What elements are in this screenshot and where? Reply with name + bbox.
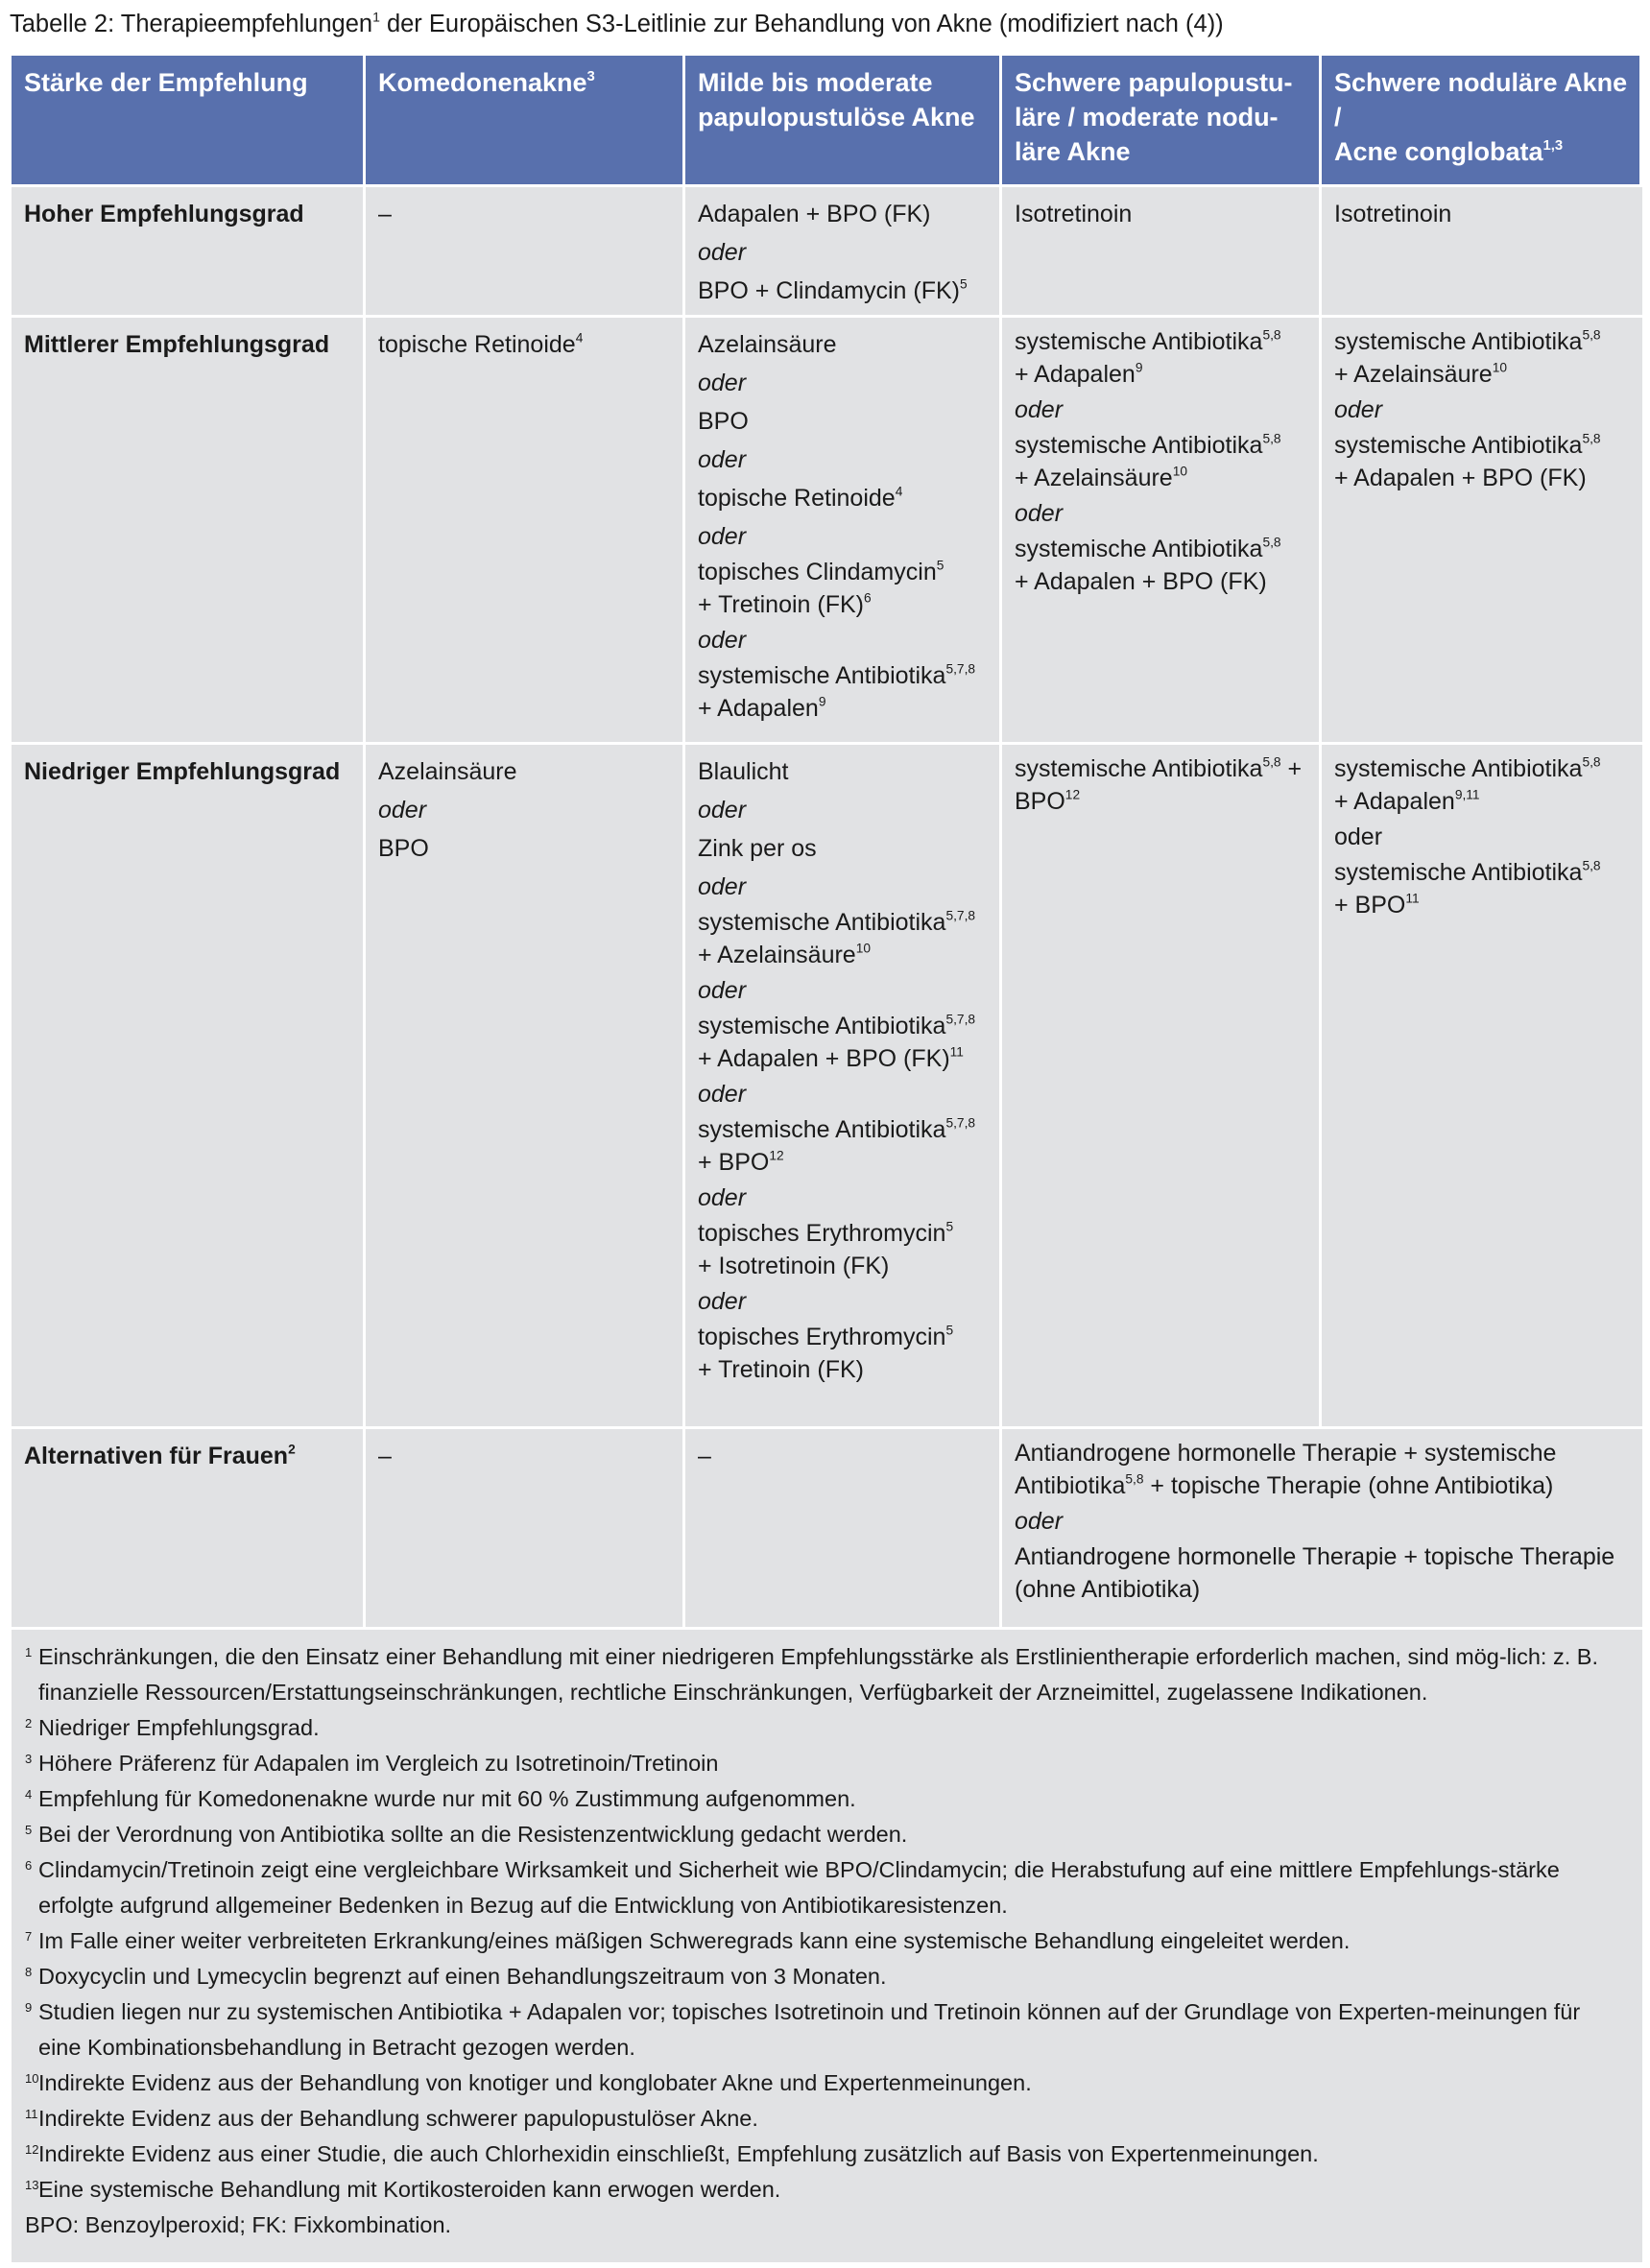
cell-niedriger-komedonen: Azelainsäure oder BPO (366, 742, 685, 1426)
footnote: 8 Doxycyclin und Lymecyclin begrenzt auf einen Behandlungszeitraum von 3 Monaten. (25, 1964, 887, 1989)
footnote: 4 Empfehlung für Komedonenakne wurde nur mit 60 % Zustimmung aufgenommen. (25, 1786, 856, 1811)
header-komedonenakne: Komedonenakne$^3$ (366, 56, 685, 184)
cell-hoher-schwere: Isotretinoin (1002, 184, 1322, 315)
footnote: 10 Indirekte Evidenz aus der Behandlung von knotiger und konglobater Akne und Expertenmeinungen. (25, 2070, 1032, 2095)
footnotes (12, 1627, 1642, 2262)
cell-frauen-schwere-nodulaer: Antiandrogene hormonelle Therapie + systemische Antibiotika$^{5,8}$ + topische Therapie (ohne Antibiotika) oder Antiandrogene hormonelle Therapie + topische Therapie (ohne Antibiotika) (1002, 1426, 1642, 1627)
footnote: 5 Bei der Verordnung von Antibiotika sollte an die Resistenzentwicklung gedacht werden. (25, 1822, 908, 1847)
row-label-frauen: Alternativen für Frauen$^2$ (12, 1426, 366, 1627)
cell-hoher-nodulaer: Isotretinoin (1322, 184, 1642, 315)
header-staerke: Stärke der Empfehlung (12, 56, 366, 184)
footnote: 11 Indirekte Evidenz aus der Behandlung schwerer papulopustulöser Akne. (25, 2106, 758, 2131)
cell-frauen-komedonen: – (366, 1426, 685, 1627)
footnote: 12 Indirekte Evidenz aus einer Studie, die auch Chlorhexidin einschließt, Empfehlung zusätzlich auf Basis von Expertenmeinungen. (25, 2141, 1319, 2166)
footnote: 1 Einschränkungen, die den Einsatz einer Behandlung mit einer niedrigeren Empfehlungsstärke als Erstlinientherapie erforderlich machen, sind mög-lich: z. B. finanzielle Ressourcen/Erstattungseinschränkungen, rechtliche Einschränkungen, Verfügbarkeit der Arzneimittel, zugelassene Indikationen. (25, 1644, 1598, 1705)
abbreviations: BPO: Benzoylperoxid; FK: Fixkombination. (25, 2212, 452, 2237)
header-nodulaere-akne: Schwere noduläre Akne / Acne conglobata$^{1,3}$ (1322, 56, 1642, 184)
recommendation-table (12, 56, 1642, 1627)
footnote: 7 Im Falle einer weiter verbreiteten Erkrankung/eines mäßigen Schweregrads kann eine systemische Behandlung eingeleitet werden. (25, 1928, 1351, 1953)
footnote: 3 Höhere Präferenz für Adapalen im Vergleich zu Isotretinoin/Tretinoin (25, 1751, 719, 1776)
cell-hoher-milde: Adapalen + BPO (FK) oder BPO + Clindamycin (FK)$^5$ (685, 184, 1002, 315)
cell-frauen-milde: – (685, 1426, 1002, 1627)
cell-mittlerer-komedonen: topische Retinoide$^4$ (366, 315, 685, 742)
cell-mittlerer-schwere: systemische Antibiotika$^{5,8}$ + Adapalen$^9$ oder systemische Antibiotika$^{5,8}$ + Azelainsäure$^{10}$ oder systemische Antibiotika$^{5,8}$ + Adapalen + BPO (FK) (1002, 315, 1322, 742)
cell-mittlerer-milde: Azelainsäure oder BPO oder topische Retinoide$^4$ oder topisches Clindamycin$^5$ + Tretinoin (FK)$^6$ oder systemische Antibiotika$^{5,7,8}$ + Adapalen$^9$ (685, 315, 1002, 742)
cell-niedriger-milde: Blaulicht oder Zink per os oder systemische Antibiotika$^{5,7,8}$ + Azelainsäure$^{10}$ oder systemische Antibiotika$^{5,7,8}$ + Adapalen + BPO (FK)$^{11}$ oder systemische Antibiotika$^{5,7,8}$ + $BPO^{12}$ oder topisches Erythromycin$^5$ + Isotretinoin (FK) oder topisches Erythromycin$^5$ + Tretinoin (FK) (685, 742, 1002, 1426)
footnote: 6 Clindamycin/Tretinoin zeigt eine vergleichbare Wirksamkeit und Sicherheit wie BPO/Clindamycin; die Herabstufung auf eine mittlere Empfehlungs-stärke erfolgte aufgrund allgemeiner Bedenken in Bezug auf die Entwicklung von Antibiotikaresistenzen. (25, 1857, 1560, 1918)
cell-niedriger-nodulaer: systemische Antibiotika$^{5,8}$ + Adapalen$^{9,11}$ oder systemische Antibiotika$^{5,8}$ + $BPO^{11}$ (1322, 742, 1642, 1426)
footnote: 9 Studien liegen nur zu systemischen Antibiotika + Adapalen vor; topisches Isotretinoin und Tretinoin können auf der Grundlage von Experten-meinungen für eine Kombinationsbehandlung in Betracht gezogen werden. (25, 1999, 1581, 2060)
header-schwere-akne: Schwere papulopustu- läre / moderate nodu- läre Akne (1002, 56, 1322, 184)
cell-niedriger-schwere: systemische Antibiotika$^{5,8}$ + $BPO^{12}$ (1002, 742, 1322, 1426)
cell-mittlerer-nodulaer: systemische Antibiotika$^{5,8}$ + Azelainsäure$^{10}$ oder systemische Antibiotika$^{5,8}$ + Adapalen + BPO (FK) (1322, 315, 1642, 742)
footnote: 13 Eine systemische Behandlung mit Kortikosteroiden kann erwogen werden. (25, 2177, 781, 2202)
row-label-niedriger: Niedriger Empfehlungsgrad (12, 742, 366, 1426)
row-label-mittlerer: Mittlerer Empfehlungsgrad (12, 315, 366, 742)
footnote: 2 Niedriger Empfehlungsgrad. (25, 1715, 320, 1740)
table-caption: Tabelle 2: Therapieempfehlungen$^1$ der Europäischen S3-Leitlinie zur Behandlung von Akne (modifiziert nach (4)) (10, 9, 1224, 37)
cell-hoher-komedonen: – (366, 184, 685, 315)
header-milde-akne: Milde bis moderate papulopustulöse Akne (685, 56, 1002, 184)
row-label-hoher: Hoher Empfehlungsgrad (12, 184, 366, 315)
